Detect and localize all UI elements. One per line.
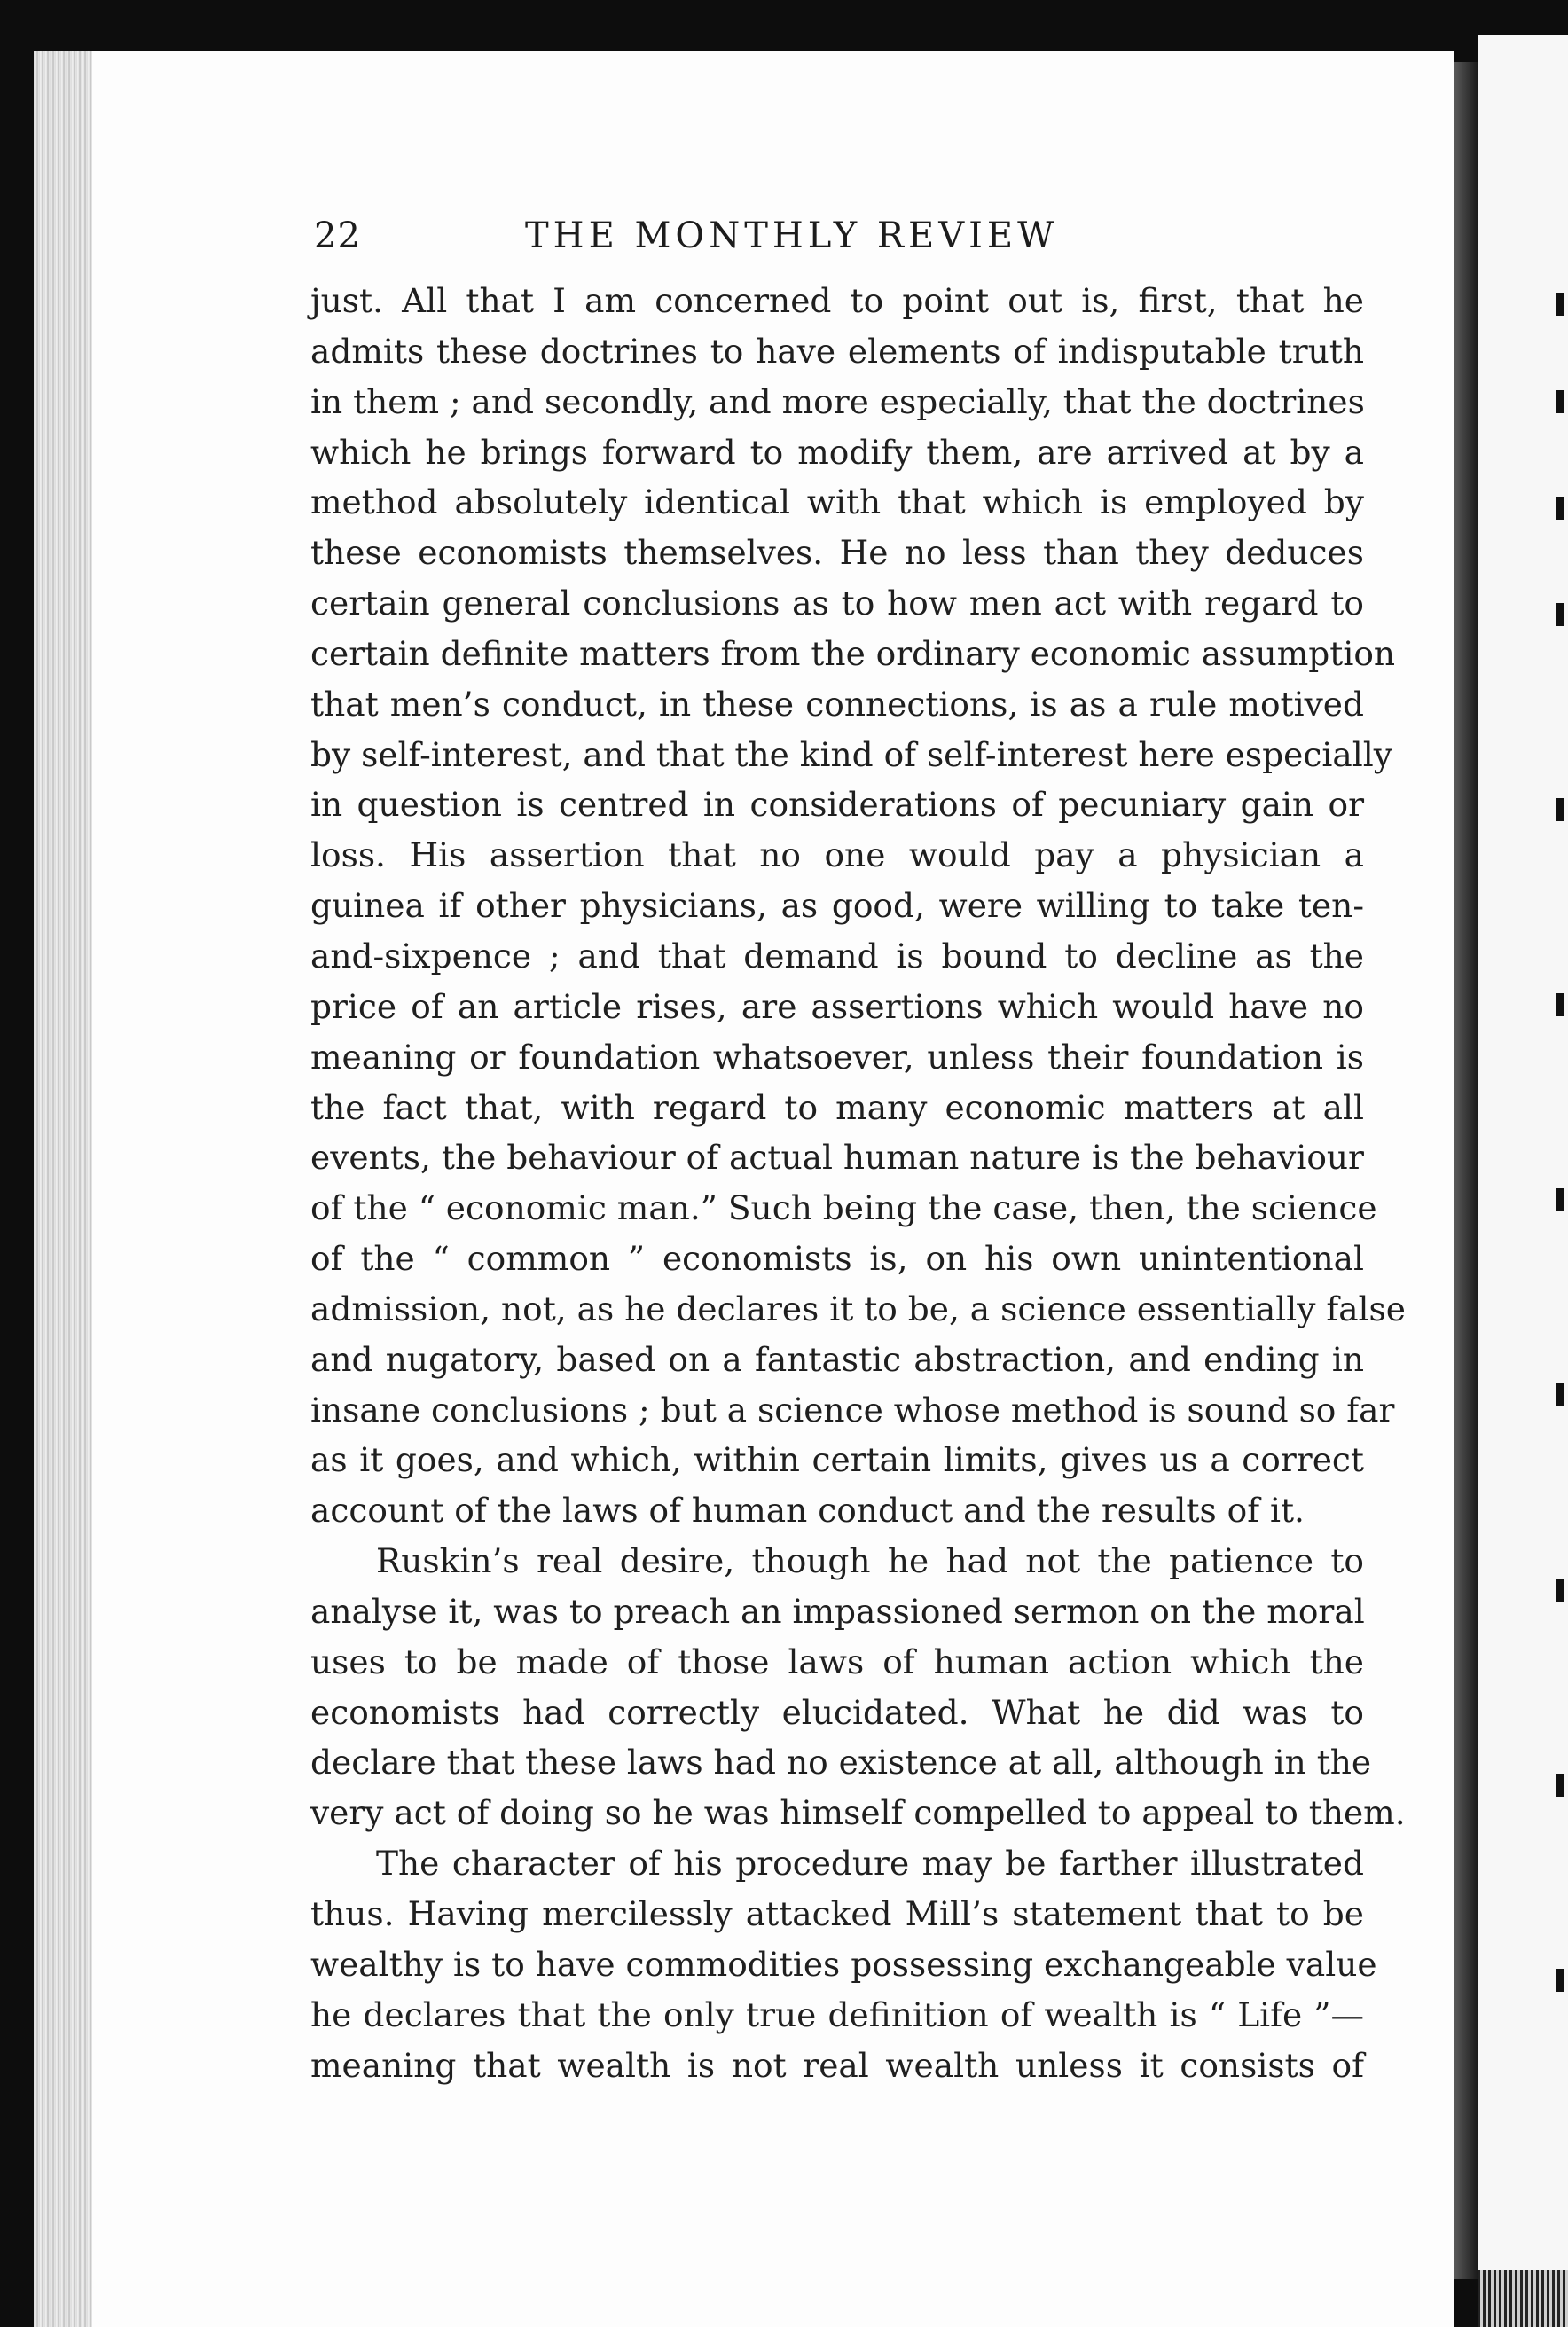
text-line: certain general conclusions as to how men act with regard to [310, 584, 1364, 623]
facing-page-letter [1556, 798, 1564, 821]
text-line: thus. Having mercilessly attacked Mill’s statement that to be [310, 1894, 1364, 1933]
text-line: the fact that, with regard to many economic matters at all [310, 1087, 1364, 1127]
facing-page-letter [1556, 1774, 1564, 1797]
text-line: method absolutely identical with that which is employed by [310, 482, 1364, 522]
text-line: meaning that wealth is not real wealth unless it consists of [310, 2045, 1364, 2085]
paragraph [310, 276, 1406, 1536]
text-line: economists had correctly elucidated. What he did was to [310, 1692, 1364, 1732]
facing-page-stack [1478, 2270, 1568, 2327]
text-line: just. All that I am concerned to point out is, first, that he [310, 281, 1364, 320]
text-line: wealthy is to have commodities possessing exchangeable value [310, 1944, 1377, 1984]
text-line: account of the laws of human conduct and the results of it. [310, 1491, 1305, 1531]
text-line: guinea if other physicians, as good, were willing to take ten- [310, 886, 1364, 926]
text-line: price of an article rises, are assertions which would have no [310, 986, 1364, 1026]
text-line: and nugatory, based on a fantastic abstraction, and ending in [310, 1339, 1364, 1379]
text-line: analyse it, was to preach an impassioned sermon on the moral [310, 1591, 1365, 1631]
text-line: admission, not, as he declares it to be, a science essentially false [310, 1289, 1406, 1328]
text-line: which he brings forward to modify them, are arrived at by a [310, 432, 1364, 472]
text-line: declare that these laws had no existence at all, although in the [310, 1743, 1372, 1782]
text-line: loss. His assertion that no one would pay a physician a [310, 835, 1364, 875]
binding-gutter [1454, 62, 1478, 2279]
running-header [314, 209, 1369, 262]
facing-page-letter [1556, 497, 1564, 520]
text-line: very act of doing so he was himself compelled to appeal to them. [310, 1793, 1406, 1833]
paragraph [310, 1536, 1406, 1838]
page-number: 22 [314, 215, 361, 256]
facing-page-letter [1556, 603, 1564, 626]
text-line: Ruskin’s real desire, though he had not the patience to [376, 1541, 1364, 1581]
text-line: events, the behaviour of actual human nature is the behaviour [310, 1138, 1364, 1178]
text-line: of the “ common ” economists is, on his own unintentional [310, 1239, 1364, 1279]
text-line: that men’s conduct, in these connections, is as a rule motived [310, 684, 1364, 724]
facing-page-letter [1556, 293, 1564, 316]
facing-page-letter [1556, 1188, 1564, 1211]
text-line: of the “ economic man.” Such being the case, then, the science [310, 1188, 1377, 1228]
text-line: he declares that the only true definition of wealth is “ Life ”— [310, 1994, 1364, 2034]
facing-page-letter [1556, 1969, 1564, 1992]
text-line: as it goes, and which, within certain limits, gives us a correct [310, 1440, 1364, 1480]
facing-page-letter [1556, 390, 1564, 413]
page-edge-left [34, 51, 92, 2327]
text-line: these economists themselves. He no less than they deduces [310, 533, 1364, 573]
text-line: admits these doctrines to have elements of indisputable truth [310, 331, 1364, 371]
text-line: and-sixpence ; and that demand is bound to decline as the [310, 936, 1364, 975]
body-text [310, 276, 1406, 2090]
text-line: by self-interest, and that the kind of self-interest here especially [310, 734, 1392, 774]
text-line: in them ; and secondly, and more especially, that the doctrines [310, 381, 1365, 421]
facing-page-letter [1556, 993, 1564, 1016]
text-line: insane conclusions ; but a science whose method is sound so far [310, 1390, 1395, 1430]
facing-page-letter [1556, 1579, 1564, 1602]
text-line: meaning or foundation whatsoever, unless their foundation is [310, 1037, 1364, 1077]
running-title: THE MONTHLY REVIEW [525, 215, 1059, 256]
text-line: uses to be made of those laws of human action which the [310, 1641, 1364, 1681]
facing-page-edge [1478, 35, 1568, 2327]
text-line: certain definite matters from the ordinary economic assumption [310, 633, 1396, 673]
text-line: The character of his procedure may be farther illustrated [376, 1844, 1364, 1884]
text-line: in question is centred in considerations of pecuniary gain or [310, 785, 1364, 825]
paragraph [310, 1838, 1377, 2090]
facing-page-letter [1556, 1383, 1564, 1406]
